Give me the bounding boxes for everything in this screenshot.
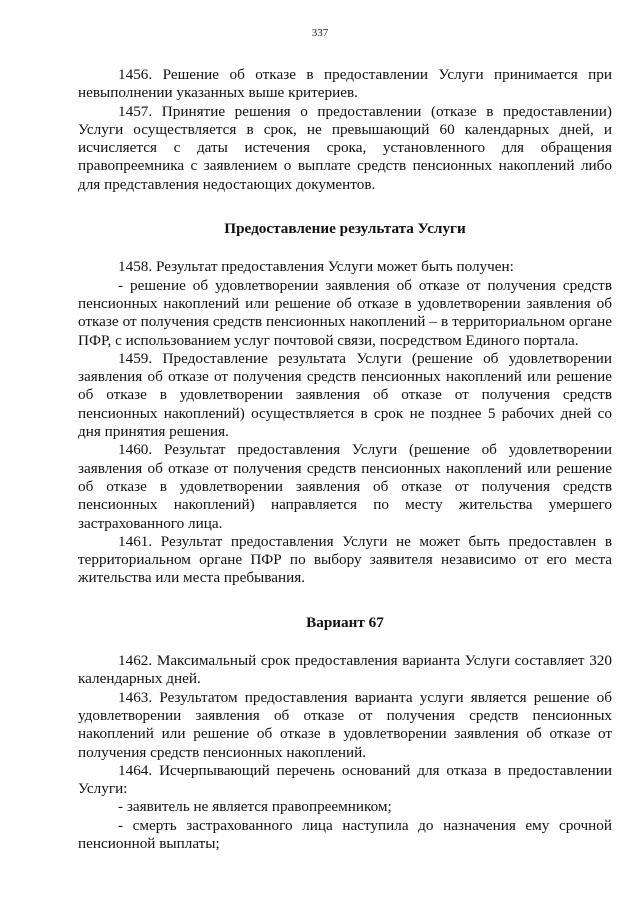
paragraph-1463: 1463. Результатом предоставления варианта услуги является решение об удовлетворении заявления об отказе от получения средств пенсионных накоплений или решение об отказе в удовлетворении заявления об отказе от получения средств пенсионных накоплений. [78, 688, 612, 761]
paragraph-1464: 1464. Исчерпывающий перечень оснований для отказа в предоставлении Услуги: [78, 761, 612, 798]
paragraph-1462: 1462. Максимальный срок предоставления варианта Услуги составляет 320 календарных дней. [78, 652, 612, 688]
paragraph-1456: 1456. Решение об отказе в предоставлении Услуги принимается при невыполнении указанных выше критериев. [78, 66, 612, 102]
paragraph-1460: 1460. Результат предоставления Услуги (решение об удовлетворении заявления об отказе от получения средств пенсионных накоплений или решение об отказе в удовлетворении заявления об отказе от получения средств пенсионных накоплений) направляется по месту жительства умершего застрахованного лица. [78, 441, 612, 532]
paragraph-1461: 1461. Результат предоставления Услуги не может быть предоставлен в территориальном органе ПФР по выбору заявителя независимо от его места жительства или места пребывания. [78, 532, 612, 587]
list-item-result-delivery: - решение об удовлетворении заявления об отказе от получения средств пенсионных накоплений или решение об отказе в удовлетворении заявления об отказе от получения средств пенсионных накоплений – в территориальном органе ПФР, с использованием услуг почтовой связи, посредством Единого портала. [78, 276, 612, 349]
paragraph-1458: 1458. Результат предоставления Услуги может быть получен: [118, 258, 514, 276]
variant-heading: Вариант 67 [306, 613, 384, 631]
list-item-not-successor: - заявитель не является правопреемником; [118, 798, 392, 816]
list-item-death-before-payment: - смерть застрахованного лица наступила до назначения ему срочной пенсионной выплаты; [78, 816, 612, 852]
paragraph-1459: 1459. Предоставление результата Услуги (решение об удовлетворении заявления об отказе от получения средств пенсионных накоплений или решение об отказе в удовлетворении заявления об отказе от получения средств пенсионных накоплений) осуществляется в срок не позднее 5 рабочих дней со дня принятия решения. [78, 349, 612, 441]
document-body [78, 66, 612, 853]
section-heading: Предоставление результата Услуги [224, 220, 466, 238]
paragraph-1457: 1457. Принятие решения о предоставлении (отказе в предоставлении) Услуги осуществляется в срок, не превышающий 60 календарных дней, и исчисляется с даты истечения срока, установленного для обращения правопреемника с заявлением о выплате средств пенсионных накоплений либо для представления недостающих документов. [78, 102, 612, 193]
page-number: 337 [311, 27, 329, 39]
